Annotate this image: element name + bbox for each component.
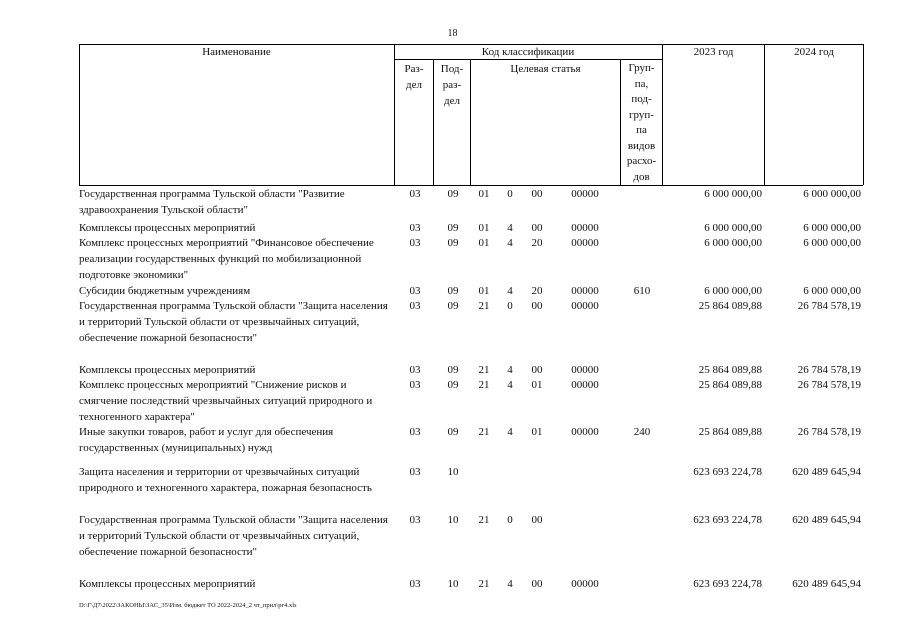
cell-y2023: 6 000 000,00 (704, 222, 762, 234)
cell-podrazdel: 09 (447, 426, 459, 438)
cell-t1: 21 (478, 364, 490, 376)
cell-t2: 4 (507, 578, 513, 590)
cell-t1: 01 (478, 188, 490, 200)
row-name: Субсидии бюджетным учреждениям (79, 285, 251, 297)
cell-t1: 21 (478, 379, 490, 391)
cell-t3: 01 (531, 426, 543, 438)
cell-y2024: 620 489 645,94 (792, 578, 861, 590)
cell-t1: 21 (478, 300, 490, 312)
cell-t2: 4 (507, 426, 513, 438)
cell-y2024: 6 000 000,00 (803, 237, 861, 249)
cell-t1: 01 (478, 222, 490, 234)
header-razdel: Раз- дел (404, 63, 424, 91)
cell-razdel: 03 (409, 237, 421, 249)
cell-razdel: 03 (409, 466, 421, 478)
cell-razdel: 03 (409, 364, 421, 376)
cell-y2024: 620 489 645,94 (792, 466, 861, 478)
row-name: Защита населения и территории от чрезвычайных ситуаций природного и техногенного характера, пожарная безопасность (79, 466, 372, 494)
cell-t2: 4 (507, 222, 513, 234)
cell-t2: 0 (507, 188, 513, 200)
cell-t4: 00000 (571, 188, 599, 200)
cell-t3: 00 (531, 222, 543, 234)
cell-y2024: 26 784 578,19 (797, 364, 861, 376)
cell-group: 240 (633, 426, 651, 438)
header-divider (470, 59, 471, 185)
cell-t3: 00 (531, 300, 543, 312)
cell-t3: 00 (531, 578, 543, 590)
header-2023: 2023 год (693, 46, 734, 58)
cell-t2: 4 (507, 364, 513, 376)
cell-y2023: 623 693 224,78 (693, 578, 762, 590)
cell-t2: 0 (507, 300, 513, 312)
cell-t4: 00000 (571, 379, 599, 391)
cell-y2023: 623 693 224,78 (693, 466, 762, 478)
header-group: Груп- па, под- груп- па видов расхо- дов (626, 62, 657, 183)
header-podrazdel: Под- раз- дел (440, 63, 464, 107)
cell-t3: 20 (531, 285, 543, 297)
cell-y2024: 26 784 578,19 (797, 379, 861, 391)
cell-y2023: 6 000 000,00 (704, 188, 762, 200)
cell-y2024: 26 784 578,19 (797, 426, 861, 438)
cell-t2: 0 (507, 514, 513, 526)
cell-y2024: 620 489 645,94 (792, 514, 861, 526)
row-name: Комплексы процессных мероприятий (79, 578, 256, 590)
row-name: Комплексы процессных мероприятий (79, 222, 256, 234)
cell-y2023: 6 000 000,00 (704, 285, 762, 297)
cell-t4: 00000 (571, 285, 599, 297)
cell-t4: 00000 (571, 364, 599, 376)
cell-t2: 4 (507, 379, 513, 391)
cell-podrazdel: 09 (447, 188, 459, 200)
cell-y2024: 6 000 000,00 (803, 222, 861, 234)
cell-razdel: 03 (409, 222, 421, 234)
row-name: Государственная программа Тульской области "Развитие здравоохранения Тульской области" (79, 188, 345, 216)
cell-t1: 21 (478, 426, 490, 438)
cell-razdel: 03 (409, 285, 421, 297)
header-left-border (79, 44, 80, 185)
header-code: Код классификации (481, 46, 575, 58)
cell-t1: 21 (478, 514, 490, 526)
cell-t4: 00000 (571, 300, 599, 312)
cell-razdel: 03 (409, 514, 421, 526)
cell-t1: 01 (478, 285, 490, 297)
cell-t3: 00 (531, 188, 543, 200)
cell-y2023: 25 864 089,88 (698, 364, 762, 376)
cell-t2: 4 (507, 285, 513, 297)
cell-podrazdel: 09 (447, 300, 459, 312)
page-number: 18 (447, 28, 458, 39)
row-name: Комплекс процессных мероприятий "Снижение рисков и смягчение последствий чрезвычайных ситуаций природного и техногенного характера" (79, 379, 373, 423)
cell-t3: 01 (531, 379, 543, 391)
header-code-line (394, 59, 662, 60)
cell-t1: 21 (478, 578, 490, 590)
cell-razdel: 03 (409, 300, 421, 312)
cell-razdel: 03 (409, 578, 421, 590)
cell-podrazdel: 10 (447, 578, 459, 590)
row-name: Комплексы процессных мероприятий (79, 364, 256, 376)
cell-t4: 00000 (571, 578, 599, 590)
cell-razdel: 03 (409, 426, 421, 438)
cell-y2024: 6 000 000,00 (803, 188, 861, 200)
cell-razdel: 03 (409, 379, 421, 391)
header-2024: 2024 год (794, 46, 834, 58)
cell-y2024: 26 784 578,19 (797, 300, 861, 312)
header-target-article: Целевая статья (510, 63, 581, 75)
cell-y2023: 25 864 089,88 (698, 379, 762, 391)
cell-podrazdel: 09 (447, 364, 459, 376)
cell-y2023: 25 864 089,88 (698, 426, 762, 438)
header-right-border (863, 44, 864, 185)
cell-y2023: 623 693 224,78 (693, 514, 762, 526)
cell-y2024: 6 000 000,00 (803, 285, 861, 297)
header-divider (662, 44, 663, 185)
cell-t3: 00 (531, 514, 543, 526)
header-divider (764, 44, 765, 185)
cell-y2023: 6 000 000,00 (704, 237, 762, 249)
cell-podrazdel: 09 (447, 285, 459, 297)
cell-group: 610 (633, 285, 651, 297)
row-name: Комплекс процессных мероприятий "Финансовое обеспечение реализации государственных функций по мобилизационной подготовке экономики" (79, 237, 374, 281)
row-name: Иные закупки товаров, работ и услуг для обеспечения государственных (муниципальных) нужд (79, 426, 334, 454)
cell-podrazdel: 09 (447, 222, 459, 234)
file-path-footer: D:\Г\Д7\2022\ЗАКОНЫ\ЗАС_35\Изм. бюджет ТО 2022-2024_2 чт_прил\рг4.xls (79, 602, 297, 609)
row-name: Государственная программа Тульской области "Защита населения и территорий Тульской области от чрезвычайных ситуаций, обеспечение пожарной безопасности" (79, 300, 388, 344)
cell-podrazdel: 10 (447, 514, 459, 526)
cell-podrazdel: 09 (447, 237, 459, 249)
cell-t4: 00000 (571, 237, 599, 249)
cell-t4: 00000 (571, 426, 599, 438)
cell-t3: 20 (531, 237, 543, 249)
header-name: Наименование (202, 46, 271, 58)
row-name: Государственная программа Тульской области "Защита населения и территорий Тульской области от чрезвычайных ситуаций, обеспечение пожарной безопасности" (79, 514, 388, 558)
cell-t2: 4 (507, 237, 513, 249)
cell-podrazdel: 09 (447, 379, 459, 391)
cell-y2023: 25 864 089,88 (698, 300, 762, 312)
cell-podrazdel: 10 (447, 466, 459, 478)
cell-razdel: 03 (409, 188, 421, 200)
cell-t4: 00000 (571, 222, 599, 234)
cell-t1: 01 (478, 237, 490, 249)
cell-t3: 00 (531, 364, 543, 376)
